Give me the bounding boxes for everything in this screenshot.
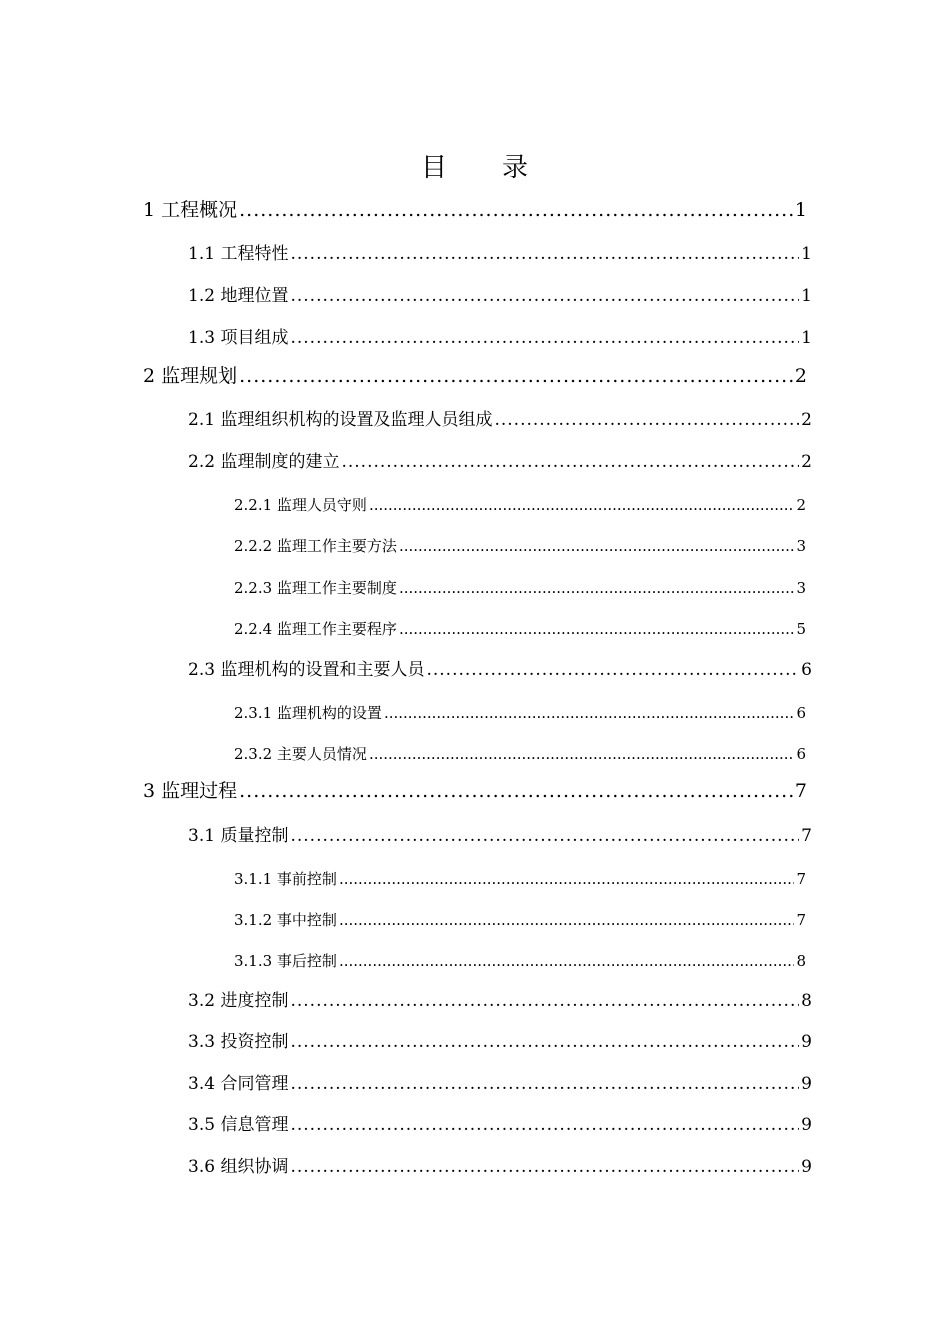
toc-title: 目 录: [420, 153, 529, 183]
dot-leader: [290, 282, 799, 310]
dot-leader: [339, 948, 795, 974]
toc-entry-page-number: 7: [801, 826, 812, 846]
toc-entry[interactable]: [188, 1070, 812, 1098]
toc-entry-label: 2.2.4 监理工作主要程序: [234, 620, 397, 638]
toc-entry-page-number: 9: [801, 1157, 812, 1177]
toc-entry[interactable]: [234, 866, 806, 892]
toc-entry-label: 3.3 投资控制: [188, 1032, 289, 1052]
toc-entry-page-number: 8: [796, 952, 806, 970]
toc-entry-label: 1.1 工程特性: [188, 244, 289, 264]
toc-entry[interactable]: [188, 406, 812, 434]
toc-entry[interactable]: [234, 616, 806, 642]
toc-entry-label: 3.1.2 事中控制: [234, 911, 337, 929]
toc-entry-label: 3.1.1 事前控制: [234, 870, 337, 888]
dot-leader: [290, 324, 799, 352]
toc-entry-label: 3.6 组织协调: [188, 1157, 289, 1177]
toc-entry-page-number: 1: [801, 286, 812, 306]
toc-entry-page-number: 9: [801, 1074, 812, 1094]
toc-entry-label: 2.3.2 主要人员情况: [234, 745, 367, 763]
toc-entry-label: 2.2.3 监理工作主要制度: [234, 579, 397, 597]
toc-entry-label: 2.2.1 监理人员守则: [234, 496, 367, 514]
dot-leader: [369, 741, 795, 767]
toc-entry[interactable]: [188, 1028, 812, 1056]
toc-entry-label: 2.1 监理组织机构的设置及监理人员组成: [188, 410, 493, 430]
dot-leader: [399, 616, 795, 642]
dot-leader: [399, 533, 795, 559]
toc-entry[interactable]: [234, 575, 806, 601]
dot-leader: [494, 406, 799, 434]
toc-entry-page-number: 2: [801, 452, 812, 472]
toc-entry[interactable]: [188, 240, 812, 268]
dot-leader: [369, 492, 795, 518]
dot-leader: [290, 240, 799, 268]
dot-leader: [239, 361, 793, 391]
toc-entry[interactable]: [234, 948, 806, 974]
toc-entry-label: 1.3 项目组成: [188, 328, 289, 348]
toc-entry[interactable]: [188, 822, 812, 850]
toc-entry-page-number: 7: [796, 911, 806, 929]
toc-entry-label: 2.2.2 监理工作主要方法: [234, 537, 397, 555]
toc-entry-page-number: 3: [796, 537, 806, 555]
toc-entry[interactable]: [188, 656, 812, 684]
toc-entry-page-number: 8: [801, 991, 812, 1011]
toc-entry-page-number: 3: [796, 579, 806, 597]
toc-entry-label: 3.1 质量控制: [188, 826, 289, 846]
toc-entry-label: 3.2 进度控制: [188, 991, 289, 1011]
toc-entry-page-number: 6: [796, 704, 806, 722]
toc-entry-page-number: 1: [801, 328, 812, 348]
dot-leader: [290, 822, 799, 850]
toc-entry[interactable]: [234, 741, 806, 767]
toc-entry[interactable]: [234, 533, 806, 559]
toc-entry[interactable]: [188, 1111, 812, 1139]
toc-entry[interactable]: [188, 987, 812, 1015]
dot-leader: [384, 700, 795, 726]
dot-leader: [290, 987, 799, 1015]
toc-entry-label: 3.4 合同管理: [188, 1074, 289, 1094]
toc-entry-page-number: 2: [801, 410, 812, 430]
toc-entry[interactable]: [143, 776, 807, 806]
dot-leader: [341, 448, 799, 476]
toc-entry[interactable]: [234, 492, 806, 518]
toc-entry-page-number: 6: [796, 745, 806, 763]
toc-entry-page-number: 1: [794, 199, 807, 221]
toc-entry[interactable]: [188, 282, 812, 310]
toc-entry-page-number: 2: [794, 365, 807, 387]
toc-entry-page-number: 7: [794, 780, 807, 802]
dot-leader: [339, 866, 795, 892]
toc-entry-label: 3.1.3 事后控制: [234, 952, 337, 970]
toc-entry-label: 2.3.1 监理机构的设置: [234, 704, 382, 722]
dot-leader: [290, 1028, 799, 1056]
toc-entry-label: 1 工程概况: [143, 199, 238, 221]
toc-entry-label: 3.5 信息管理: [188, 1115, 289, 1135]
dot-leader: [399, 575, 795, 601]
toc-entry-label: 1.2 地理位置: [188, 286, 289, 306]
toc-entry[interactable]: [234, 700, 806, 726]
dot-leader: [239, 776, 793, 806]
toc-entry[interactable]: [234, 907, 806, 933]
toc-entry-label: 2.3 监理机构的设置和主要人员: [188, 660, 425, 680]
toc-entry[interactable]: [143, 195, 807, 225]
toc-entry-page-number: 6: [801, 660, 812, 680]
toc-entry[interactable]: [188, 448, 812, 476]
dot-leader: [339, 907, 795, 933]
dot-leader: [290, 1070, 799, 1098]
toc-entry-label: 2.2 监理制度的建立: [188, 452, 340, 472]
toc-entry-page-number: 9: [801, 1032, 812, 1052]
dot-leader: [290, 1153, 799, 1181]
toc-entry[interactable]: [188, 1153, 812, 1181]
dot-leader: [426, 656, 799, 684]
toc-entry-label: 3 监理过程: [143, 780, 238, 802]
toc-entry-page-number: 9: [801, 1115, 812, 1135]
toc-entry[interactable]: [188, 324, 812, 352]
toc-entry-page-number: 5: [796, 620, 806, 638]
dot-leader: [239, 195, 793, 225]
toc-entry-page-number: 1: [801, 244, 812, 264]
toc-entry[interactable]: [143, 361, 807, 391]
toc-entry-page-number: 7: [796, 870, 806, 888]
toc-entry-page-number: 2: [796, 496, 806, 514]
dot-leader: [290, 1111, 799, 1139]
toc-entry-label: 2 监理规划: [143, 365, 238, 387]
